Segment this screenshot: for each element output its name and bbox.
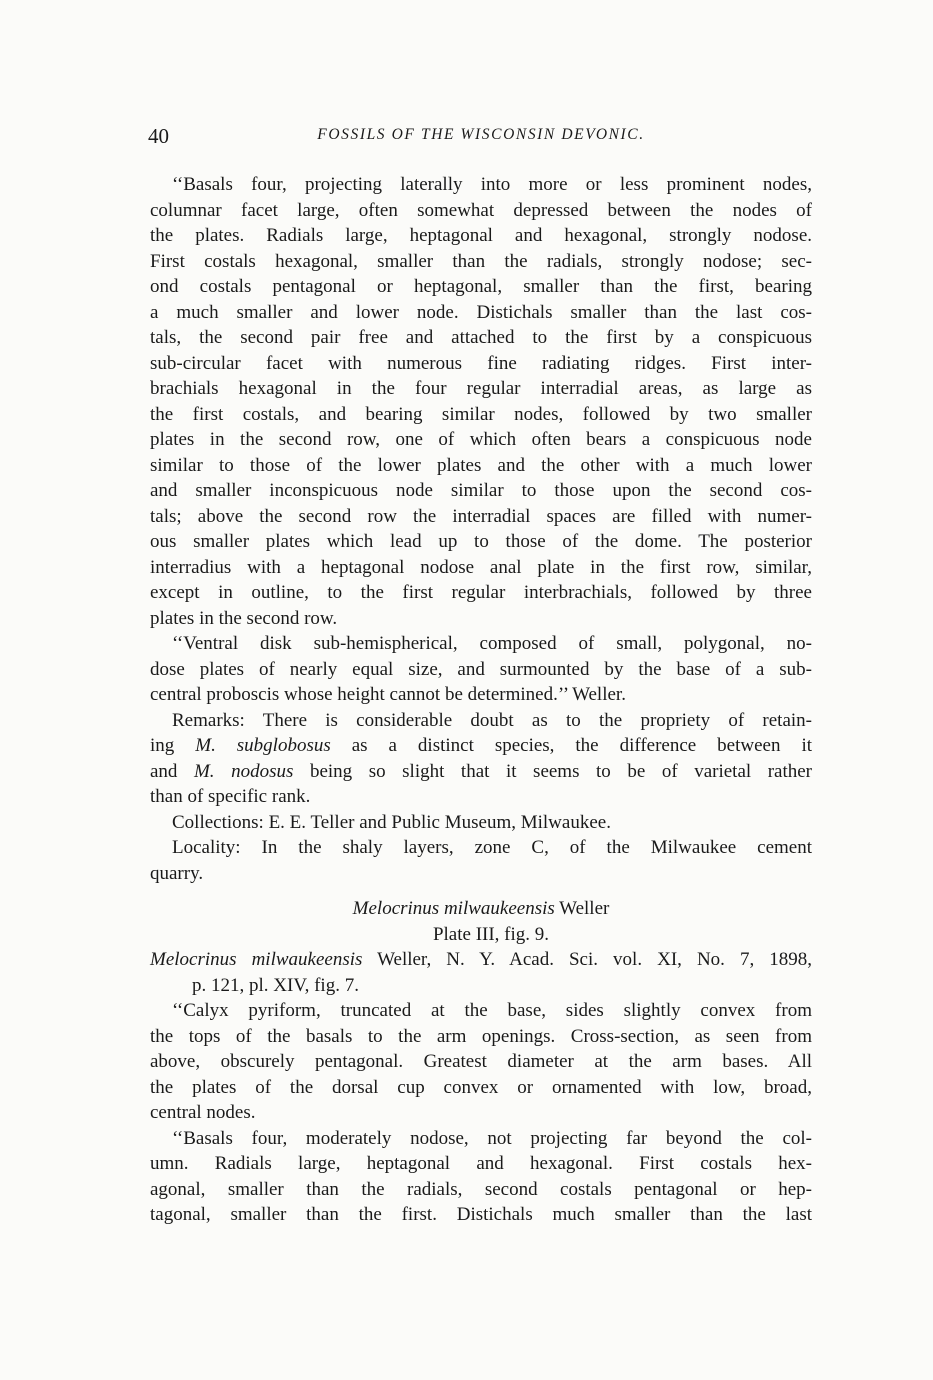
text-line: plates in the second row. xyxy=(150,607,338,629)
text-line: Remarks: There is considerable doubt as to the propriety of retain- xyxy=(172,709,812,731)
text-line: tals, the second pair free and attached to the first by a conspicuous xyxy=(150,327,812,348)
paragraph-remarks xyxy=(150,708,812,810)
text-line: Collections: E. E. Teller and Public Museum, Milwaukee. xyxy=(172,811,611,833)
text-line: the plates of the dorsal cup convex or ornamented with low, broad, xyxy=(150,1076,812,1098)
page-header xyxy=(148,124,814,154)
text-line: quarry. xyxy=(150,862,204,884)
page-number: 40 xyxy=(148,124,169,148)
text-line: tals; above the second row the interradial spaces are filled with numer- xyxy=(150,505,812,527)
text-line: the tops of the basals to the arm openings. Cross-section, as seen from xyxy=(150,1025,812,1047)
paragraph-ventral-disk xyxy=(150,631,812,708)
text-line: similar to those of the lower plates and the other with a much lower xyxy=(150,454,812,476)
text-line: the plates. Radials large, heptagonal and hexagonal, strongly nodose. xyxy=(150,225,812,246)
text-run: and xyxy=(150,760,194,782)
text-line: than of specific rank. xyxy=(150,786,311,807)
text-run: as a distinct species, the difference between it xyxy=(330,735,813,756)
species-author: Weller xyxy=(554,898,610,919)
text-line: umn. Radials large, heptagonal and hexagonal. First costals hex- xyxy=(150,1153,812,1174)
text-line: interradius with a heptagonal nodose anal plate in the first row, similar, xyxy=(150,556,812,578)
species-heading-block xyxy=(150,896,812,998)
text-line: brachials hexagonal in the four regular interradial areas, as large as xyxy=(150,378,812,399)
text-line: central proboscis whose height cannot be determined.’’ Weller. xyxy=(150,684,626,705)
text-line xyxy=(150,759,812,785)
paragraph-basals-description xyxy=(150,172,812,631)
text-line: tagonal, smaller than the first. Distichals much smaller than the last xyxy=(150,1204,812,1225)
text-line: above, obscurely pentagonal. Greatest diameter at the arm bases. All xyxy=(150,1051,812,1072)
text-line: agonal, smaller than the radials, second costals pentagonal or hep- xyxy=(150,1178,812,1200)
species-name: M. subglobosus xyxy=(195,735,331,756)
text-line: ‘‘Basals four, projecting laterally into more or less prominent nodes, xyxy=(172,174,812,195)
text-line: ‘‘Ventral disk sub-hemispherical, composed of small, polygonal, no- xyxy=(172,633,812,654)
text-line: Locality: In the shaly layers, zone C, of the Milwaukee cement xyxy=(172,837,812,858)
text-line: columnar facet large, often somewhat depressed between the nodes of xyxy=(150,199,812,221)
text-line: sub-circular facet with numerous fine radiating ridges. First inter- xyxy=(150,352,812,374)
text-line: ‘‘Calyx pyriform, truncated at the base, sides slightly convex from xyxy=(172,1000,812,1021)
text-line: central nodes. xyxy=(150,1102,256,1123)
text-line: ous smaller plates which lead up to those of the dome. The posterior xyxy=(150,531,812,552)
paragraph-basals-moderate xyxy=(150,1126,812,1228)
text-line: First costals hexagonal, smaller than the radials, strongly nodose; sec- xyxy=(150,250,812,272)
paragraph-calyx xyxy=(150,998,812,1126)
text-run: being so slight that it seems to be of varietal rather xyxy=(293,760,813,782)
text-line: the first costals, and bearing similar nodes, followed by two smaller xyxy=(150,403,812,425)
citation-line: p. 121, pl. XIV, fig. 7. xyxy=(192,974,359,996)
citation-text: Weller, N. Y. Acad. Sci. vol. XI, No. 7, 1898, xyxy=(362,949,813,970)
text-run: ing xyxy=(150,735,196,756)
paragraph-collections xyxy=(150,810,812,836)
section-gap xyxy=(150,886,812,896)
plate-reference: Plate III, fig. 9. xyxy=(432,923,550,945)
page-body xyxy=(150,172,812,1228)
species-heading xyxy=(150,896,812,922)
species-name: Melocrinus milwaukeensis xyxy=(150,949,363,970)
text-line: ‘‘Basals four, moderately nodose, not projecting far beyond the col- xyxy=(172,1127,812,1149)
species-name: M. nodosus xyxy=(193,760,294,782)
text-line: plates in the second row, one of which often bears a conspicuous node xyxy=(150,429,812,450)
species-name: Melocrinus milwaukeensis xyxy=(352,898,555,919)
text-line: a much smaller and lower node. Distichals smaller than the last cos- xyxy=(150,301,812,323)
text-line: dose plates of nearly equal size, and surmounted by the base of a sub- xyxy=(150,658,812,680)
text-line: except in outline, to the first regular interbrachials, followed by three xyxy=(150,582,812,603)
paragraph-locality xyxy=(150,835,812,886)
running-title: FOSSILS OF THE WISCONSIN DEVONIC. xyxy=(317,126,645,143)
citation-line xyxy=(150,947,812,973)
text-line: and smaller inconspicuous node similar to those upon the second cos- xyxy=(150,480,812,501)
text-line xyxy=(150,733,812,759)
text-line: ond costals pentagonal or heptagonal, smaller than the first, bearing xyxy=(150,276,812,297)
